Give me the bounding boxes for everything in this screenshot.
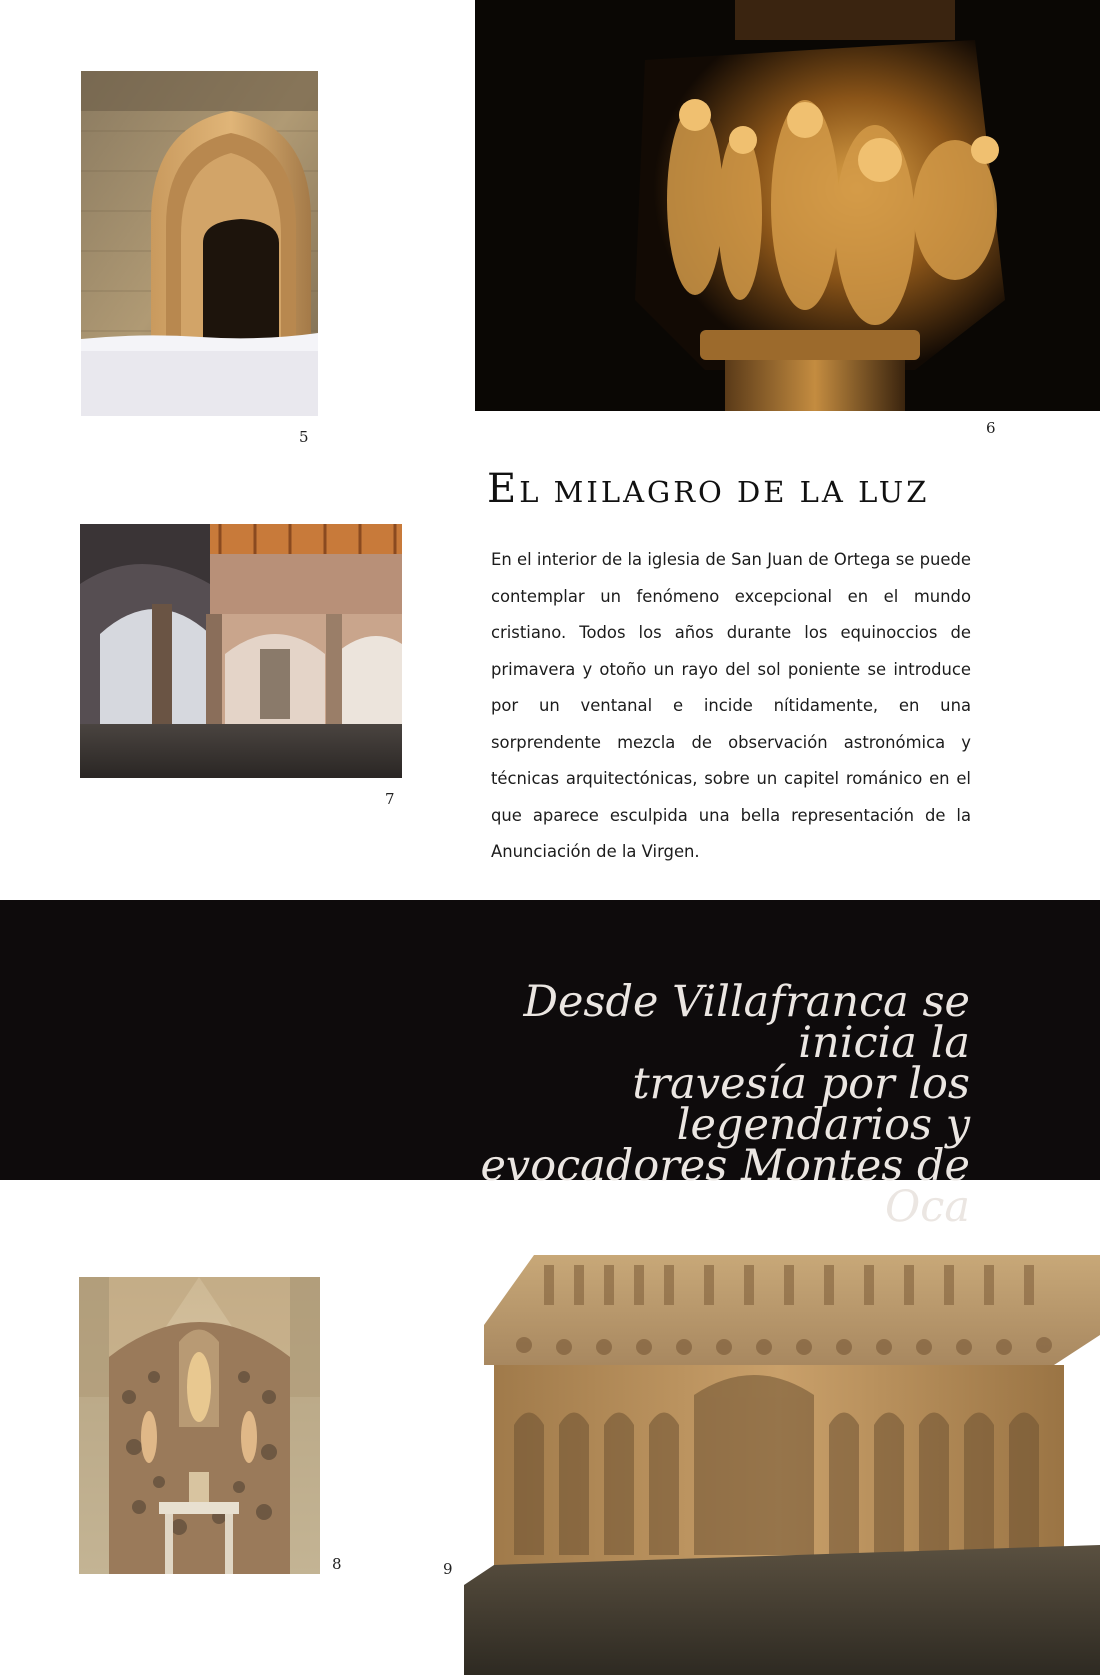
pull-quote-line-1: Desde Villafranca se inicia la xyxy=(523,977,970,1068)
pull-quote xyxy=(410,977,970,1232)
pull-quote-line-3: evocadores Montes de Oca xyxy=(480,1141,970,1232)
photo-chapel xyxy=(79,1277,320,1574)
section-title-initial: E xyxy=(487,466,520,512)
photo-sarcophagus xyxy=(464,1255,1100,1675)
section-body: En el interior de la iglesia de San Juan de Ortega se puede contemplar un fenómeno excepcional en el mundo cristiano. Todos los años durante los equinoccios de primavera y otoño un rayo del sol poniente se introduce por un ventanal e incide nítidamente, en una sorprendente mezcla de observación astronómica y técnicas arquitectónicas, sobre un capitel románico en el que aparece esculpida una bella representación de la Anunciación de la Virgen. xyxy=(491,550,971,861)
photo-portal xyxy=(81,71,318,416)
caption-7: 7 xyxy=(385,790,395,808)
photo-cloister xyxy=(80,524,402,778)
caption-6: 6 xyxy=(986,419,996,437)
section-title xyxy=(487,466,929,512)
photo-capital xyxy=(475,0,1100,411)
caption-9: 9 xyxy=(443,1560,453,1578)
section-title-rest: L MILAGRO DE LA LUZ xyxy=(519,475,930,509)
pull-quote-line-2: travesía por los legendarios y xyxy=(632,1059,970,1150)
caption-5: 5 xyxy=(299,428,309,446)
caption-8: 8 xyxy=(332,1555,342,1573)
quote-band xyxy=(0,900,1100,1232)
